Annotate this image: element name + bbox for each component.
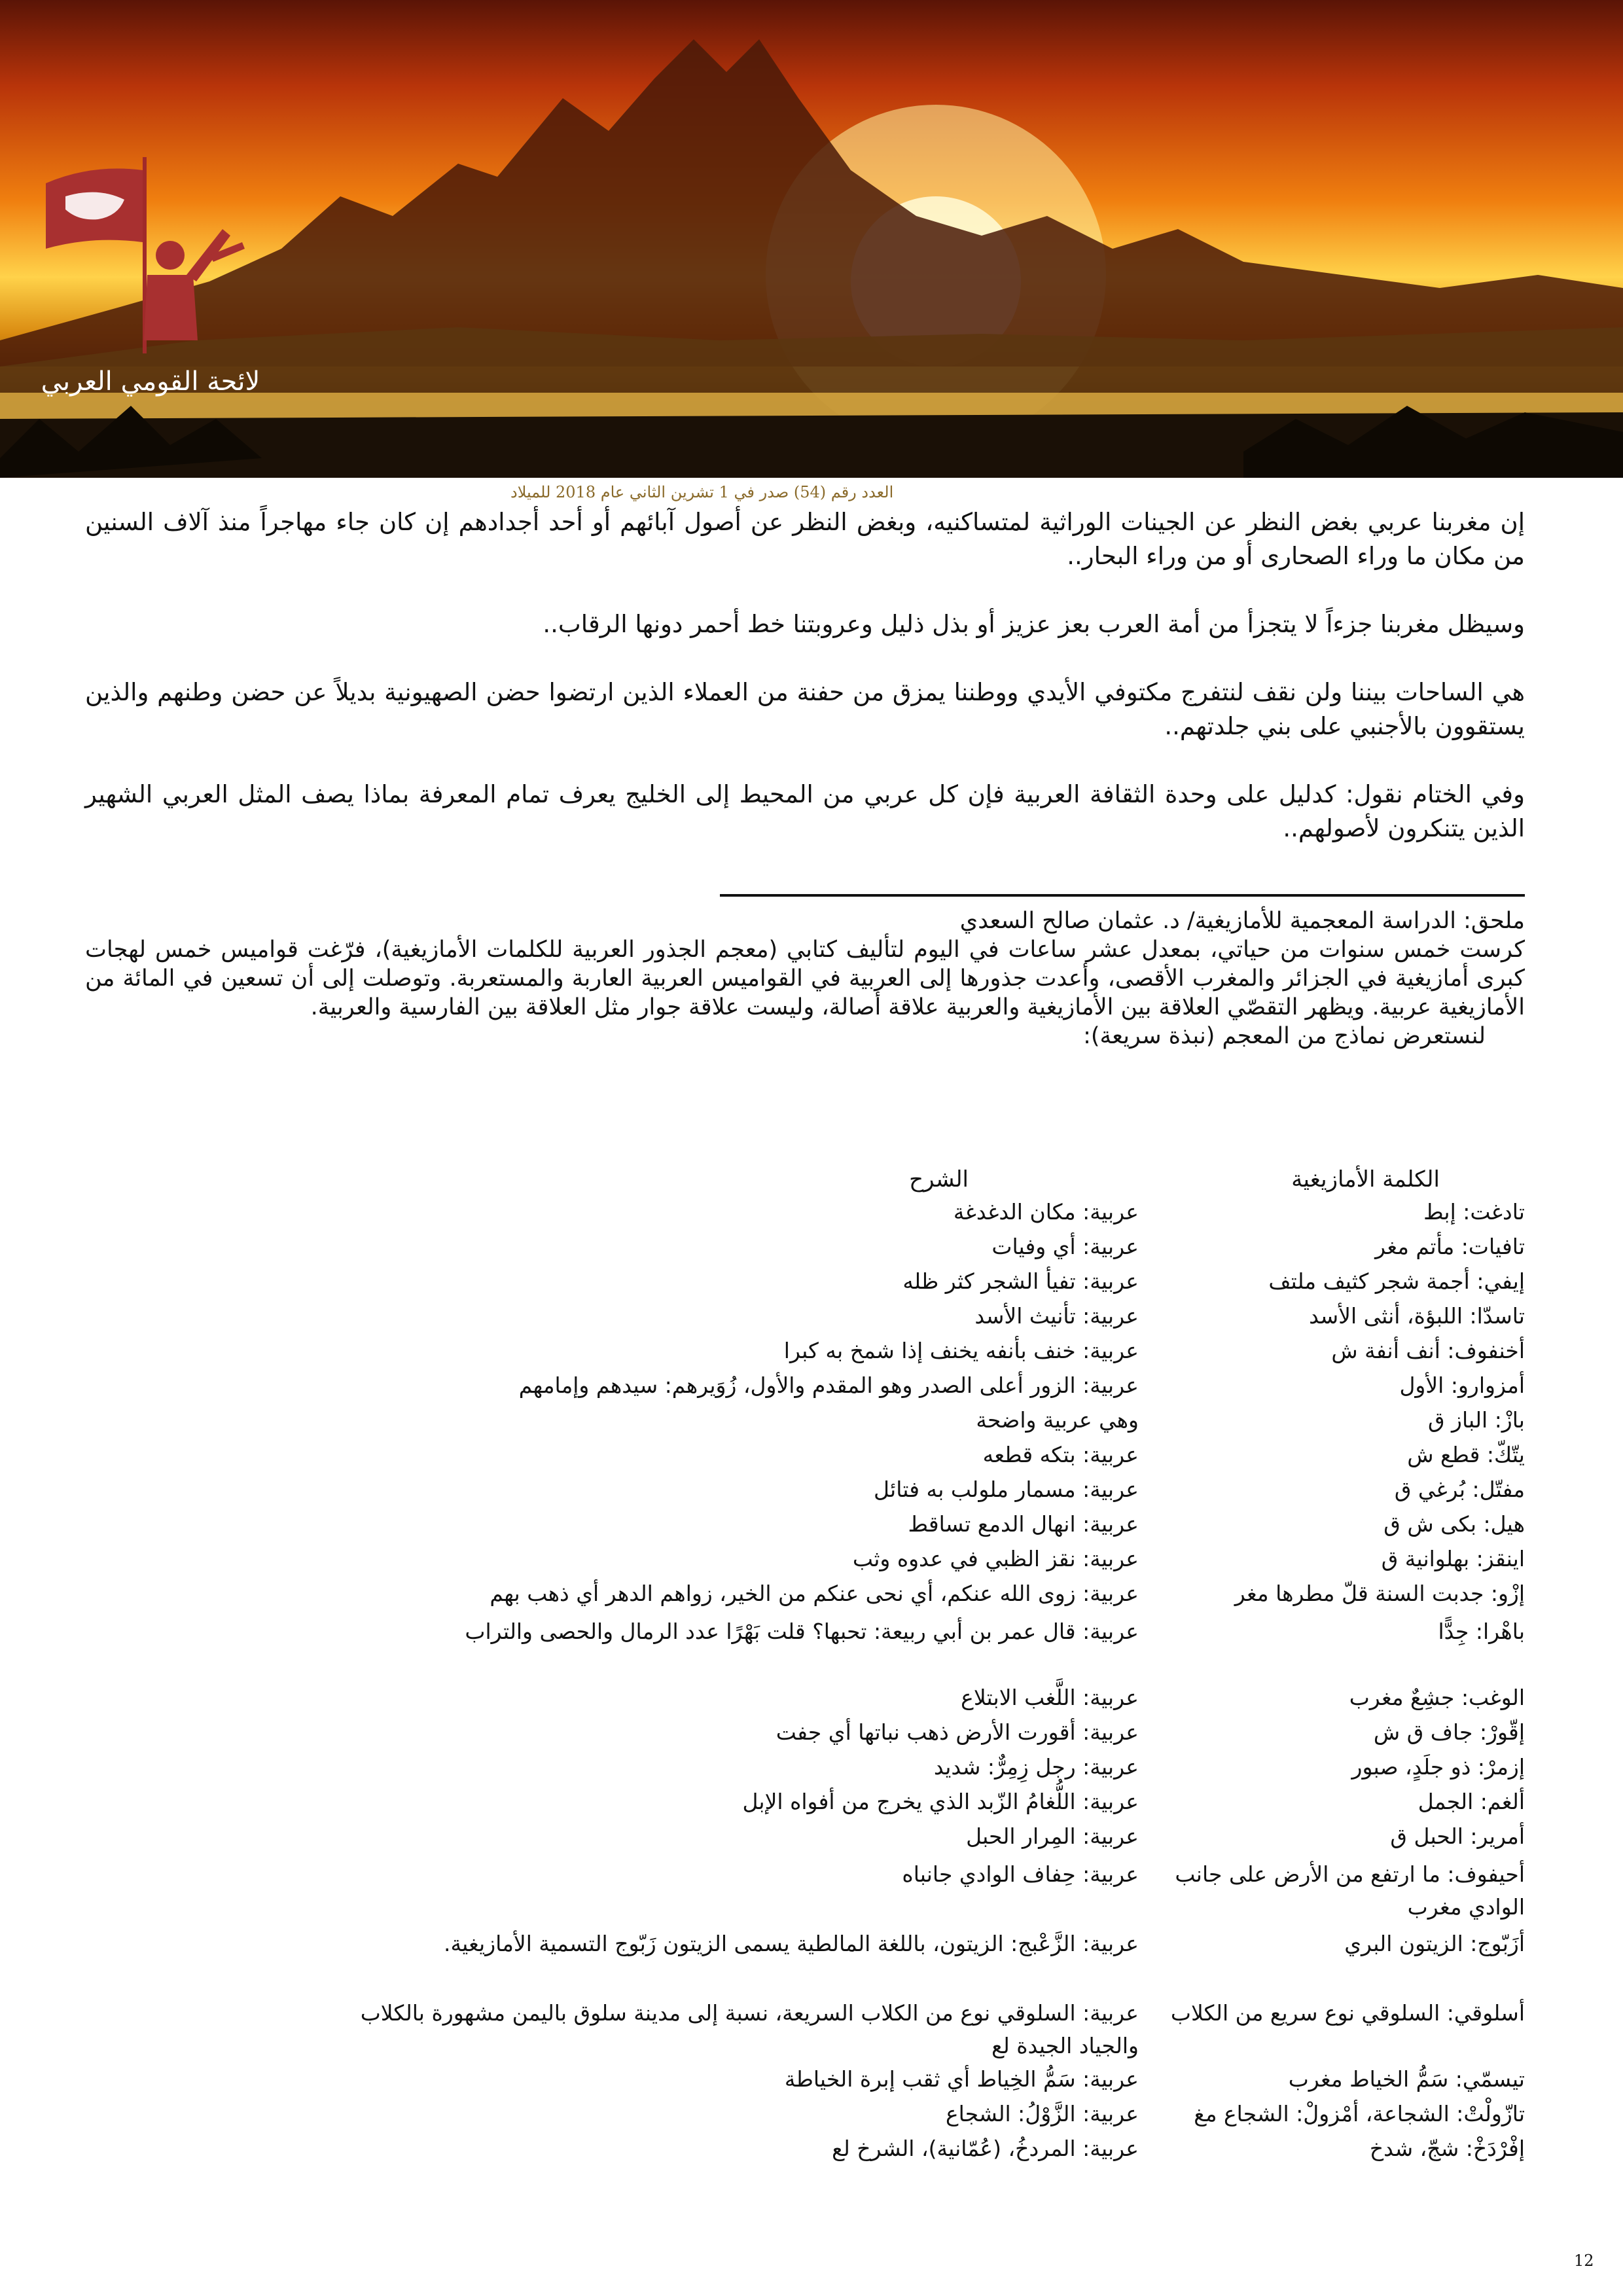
arabic-explanation: عربية: مسمار ملولب به فتائل bbox=[874, 1477, 1139, 1502]
amazigh-word: الوغب: جشِعٌ مغرب bbox=[1349, 1685, 1525, 1710]
arabic-explanation: عربية: الزَّعْبج: الزيتون، باللغة المالطية يسمى الزيتون زَبّوج التسمية الأمازيغية. bbox=[443, 1931, 1139, 1956]
arabic-explanation: عربية: أقورت الأرض ذهب نباتها أي جفت bbox=[776, 1719, 1139, 1745]
arabic-explanation: عربية: تفيأ الشجر كثر ظله bbox=[902, 1268, 1139, 1294]
amazigh-word: مفتّل: بُرغي ق bbox=[1394, 1477, 1525, 1502]
amazigh-word: تازّولْتْ: الشجاعة، أمْزولْ: الشجاع مغ bbox=[1194, 2101, 1525, 2126]
table-row bbox=[85, 1685, 1525, 1719]
arabic-explanation: عربية: المِرار الحبل bbox=[966, 1823, 1139, 1849]
amazigh-word: تيسمّي: سَمُّ الخياط مغرب bbox=[1288, 2066, 1525, 2092]
paragraph-4: وفي الختام نقول: كدليل على وحدة الثقافة العربية فإن كل عربي من المحيط إلى الخليج يعرف تمام المعرفة بماذا يصف المثل العربي الشهير الذين يتنكرون لأصولهم.. bbox=[85, 780, 1525, 842]
appendix-intro: لنستعرض نماذج من المعجم (نبذة سريعة): bbox=[1083, 1023, 1486, 1049]
table-row bbox=[85, 1234, 1525, 1268]
column-header-word: الكلمة الأمازيغية bbox=[1291, 1166, 1440, 1193]
table-row bbox=[85, 1997, 1525, 2066]
table-header bbox=[85, 1166, 1525, 1199]
table-row bbox=[85, 1199, 1525, 1234]
paragraph-2: وسيظل مغربنا جزءاً لا يتجزأ من أمة العرب بعز عزيز أو بذل ذليل وعروبتنا خط أحمر دونها الرقاب.. bbox=[543, 610, 1525, 638]
arabic-explanation: عربية: نقز الظبي في عدوه وثب bbox=[852, 1546, 1139, 1571]
table-row bbox=[85, 1719, 1525, 1754]
paragraph-1: إن مغربنا عربي بغض النظر عن الجينات الوراثية لمتساكنيه، وبغض النظر عن أصول آبائهم أو أحد أجدادهم إن كان جاء مهاجراً منذ آلاف السنين من مكان ما وراء الصحارى أو من وراء البحار.. bbox=[85, 508, 1525, 570]
amazigh-word: إزْو: جدبت السنة قلّ مطرها مغر bbox=[1234, 1581, 1525, 1606]
amazigh-word: أزَبّوج: الزيتون البري bbox=[1344, 1931, 1525, 1956]
table-row bbox=[85, 1823, 1525, 1858]
header-banner bbox=[0, 0, 1623, 478]
arabic-explanation: عربية: بتكه قطعه bbox=[982, 1442, 1139, 1467]
arabic-explanation: عربية: أي وفيات bbox=[991, 1234, 1139, 1259]
arabic-explanation: عربية: المردخُ، (عُمّانية)، الشرخ لع bbox=[832, 2136, 1139, 2161]
table-row bbox=[85, 2066, 1525, 2101]
amazigh-word: أخنفوف: أنف أنفة ش bbox=[1331, 1338, 1525, 1363]
table-row bbox=[85, 1581, 1525, 1615]
table-row bbox=[85, 1858, 1525, 1928]
table-row bbox=[85, 1338, 1525, 1372]
arabic-explanation: عربية: سَمُّ الخِياط أي ثقب إبرة الخياطة bbox=[784, 2066, 1139, 2092]
table-row bbox=[85, 2136, 1525, 2170]
amazigh-word: اينقز: بهلوانية ق bbox=[1381, 1546, 1525, 1571]
table-row bbox=[85, 1546, 1525, 1581]
amazigh-word: يتّكّ: قطع ش bbox=[1407, 1442, 1525, 1467]
table-row bbox=[85, 2101, 1525, 2136]
table-row bbox=[85, 1477, 1525, 1511]
table-row bbox=[85, 1442, 1525, 1477]
table-row bbox=[85, 1928, 1525, 1997]
amazigh-word: باهْرا: جِدًّا bbox=[1438, 1619, 1525, 1644]
arabic-explanation: وهي عربية واضحة bbox=[976, 1407, 1139, 1433]
amazigh-word: بازْ: الباز ق bbox=[1427, 1407, 1525, 1433]
appendix bbox=[85, 906, 1525, 1050]
table-row bbox=[85, 1407, 1525, 1442]
arabic-explanation: عربية: الزَّوْلُ: الشجاع bbox=[945, 2101, 1139, 2126]
amazigh-word: إقّورْ: جاف ق ش bbox=[1373, 1719, 1525, 1745]
amazigh-word: أمرير: الحبل ق bbox=[1390, 1823, 1525, 1849]
arabic-explanation: عربية: خنف بأنفه يخنف إذا شمخ به كبرا bbox=[783, 1338, 1139, 1363]
amazigh-word: أمزوارو: الأول bbox=[1399, 1372, 1525, 1398]
arabic-explanation: عربية: تأنيث الأسد bbox=[974, 1303, 1139, 1329]
table-row bbox=[85, 1372, 1525, 1407]
amazigh-word: ألغم: الجمل bbox=[1418, 1789, 1525, 1814]
amazigh-word: إزمرْ: ذو جلَدٍ، صبور bbox=[1351, 1754, 1525, 1780]
arabic-explanation: عربية: اللُّغامُ الزّبد الذي يخرج من أفواه الإبل bbox=[742, 1789, 1139, 1814]
appendix-body: كرست خمس سنوات من حياتي، بمعدل عشر ساعات في اليوم لتأليف كتابي (معجم الجذور العربية للكلمات الأمازيغية)، فرّغت قواميس خمس لهجات كبرى أمازيغية في الجزائر والمغرب الأقصى، وأعدت جذورها إلى العربية في القواميس العربية العاربة والمستعربة. وتوصلت إلى أن تسعين في المائة من الأمازيغية عربية. ويظهر التقصّي العلاقة بين الأمازيغية والعربية علاقة أصالة، وليست علاقة جوار مثل العلاقة بين الفارسية والعربية. bbox=[85, 937, 1525, 1020]
arabic-explanation: عربية: السلوقي نوع من الكلاب السريعة، نسبة إلى مدينة سلوق باليمن مشهورة بالكلاب والجياد الجيدة لع bbox=[360, 2000, 1139, 2058]
logo-text: لائحة القومي العربي bbox=[41, 367, 260, 397]
amazigh-word: تافيات: مأتم مغر bbox=[1375, 1234, 1525, 1259]
amazigh-word: أحيفوف: ما ارتفع من الأرض على جانب الوادي مغرب bbox=[1175, 1861, 1525, 1920]
amazigh-word: تاسدّا: اللبؤة، أنثى الأسد bbox=[1309, 1303, 1525, 1329]
paragraph-3: هي الساحات بيننا ولن نقف لنتفرج مكتوفي الأيدي ووطننا يمزق من حفنة من العملاء الذين ارتضوا حضن الصهيونية بديلاً عن حضن وطنهم والذين يستقوون بالأجنبي على بني جلدتهم.. bbox=[85, 678, 1525, 740]
arabic-explanation: عربية: رجل زِمِرٌّ: شديد bbox=[933, 1754, 1139, 1780]
arabic-explanation: عربية: مكان الدغدغة bbox=[953, 1199, 1139, 1225]
appendix-title: ملحق: الدراسة المعجمية للأمازيغية/ د. عثمان صالح السعدي bbox=[959, 908, 1525, 934]
table-row bbox=[85, 1754, 1525, 1789]
arabic-explanation: عربية: الزور أعلى الصدر وهو المقدم والأول، زُوَيرهم: سيدهم وإمامهم bbox=[518, 1372, 1139, 1398]
arabic-explanation: عربية: اللَّغب الابتلاع bbox=[961, 1685, 1139, 1710]
arabic-explanation: عربية: حِفاف الوادي جانباه bbox=[902, 1861, 1139, 1887]
issue-line: العدد رقم (54) صدر في 1 تشرين الثاني عام 2018 للميلاد bbox=[510, 483, 894, 501]
glossary-table bbox=[85, 1199, 1525, 2170]
arabic-explanation: عربية: زوى الله عنكم، أي نحى عنكم من الخير، زواهم الدهر أي ذهب بهم bbox=[490, 1581, 1139, 1606]
table-row bbox=[85, 1303, 1525, 1338]
table-row bbox=[85, 1615, 1525, 1685]
table-row bbox=[85, 1268, 1525, 1303]
column-header-explanation: الشرح bbox=[909, 1166, 969, 1193]
arabic-explanation: عربية: انهال الدمع تساقط bbox=[908, 1511, 1139, 1537]
table-row bbox=[85, 1511, 1525, 1546]
amazigh-word: إفْرْدَخْ: شجّ، شدخ bbox=[1369, 2136, 1525, 2161]
amazigh-word: أسلوقي: السلوقي نوع سريع من الكلاب bbox=[1170, 2000, 1525, 2026]
page-number: 12 bbox=[1574, 2251, 1594, 2270]
table-row bbox=[85, 1789, 1525, 1823]
arabic-explanation: عربية: قال عمر بن أبي ربيعة: تحبها؟ قلت بَهْرًا عدد الرمال والحصى والتراب bbox=[465, 1619, 1139, 1644]
divider bbox=[720, 894, 1525, 897]
amazigh-word: تادغت: إبط bbox=[1423, 1199, 1525, 1225]
amazigh-word: إيفي: أجمة شجر كثيف ملتف bbox=[1268, 1268, 1525, 1294]
article-body bbox=[85, 505, 1525, 846]
amazigh-word: هيل: بكى ش ق bbox=[1383, 1511, 1525, 1537]
